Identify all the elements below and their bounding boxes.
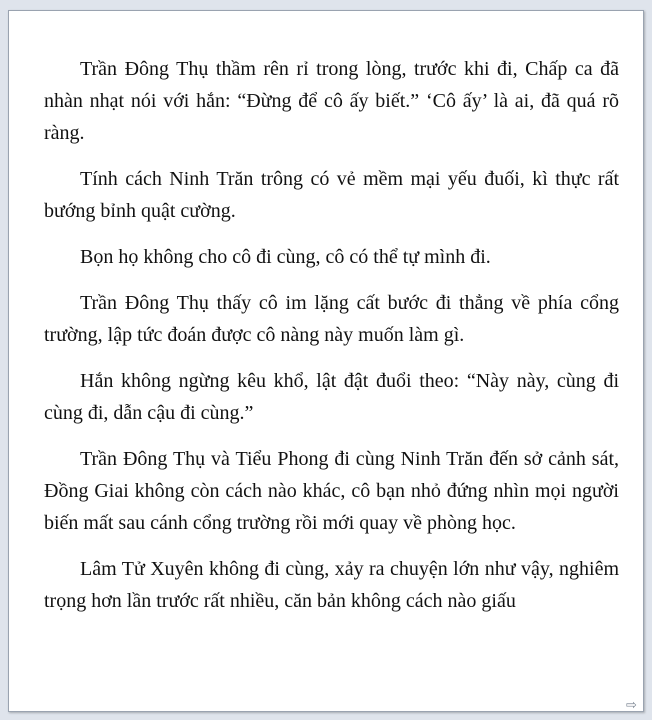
- page-content: [44, 53, 619, 631]
- paragraph-4: Trần Đông Thụ thấy cô im lặng cất bước đi thẳng về phía cổng trường, lập tức đoán được cô nàng này muốn làm gì.: [44, 292, 619, 346]
- next-page-arrow-icon[interactable]: ⇨: [626, 698, 637, 713]
- document-page: [8, 10, 644, 712]
- paragraph-1: Trần Đông Thụ thầm rên rỉ trong lòng, trước khi đi, Chấp ca đã nhàn nhạt nói với hắn: “Đừng để cô ấy biết.” ‘Cô ấy’ là ai, đã quá rõ ràng.: [44, 58, 619, 144]
- paragraph-3: Bọn họ không cho cô đi cùng, cô có thể tự mình đi.: [80, 246, 491, 268]
- paragraph-6: Trần Đông Thụ và Tiểu Phong đi cùng Ninh Trăn đến sở cảnh sát, Đồng Giai không còn cách nào khác, cô bạn nhỏ đứng nhìn mọi người biến mất sau cánh cổng trường rồi mới quay về phòng học.: [44, 448, 619, 534]
- paragraph-7: Lâm Tử Xuyên không đi cùng, xảy ra chuyện lớn như vậy, nghiêm trọng hơn lần trước rất nhiều, căn bản không cách nào giấu: [44, 558, 619, 612]
- paragraph-2: Tính cách Ninh Trăn trông có vẻ mềm mại yếu đuối, kì thực rất bướng bỉnh quật cường.: [44, 168, 619, 222]
- paragraph-5: Hắn không ngừng kêu khổ, lật đật đuổi theo: “Này này, cùng đi cùng đi, dẫn cậu đi cùng.”: [44, 370, 619, 424]
